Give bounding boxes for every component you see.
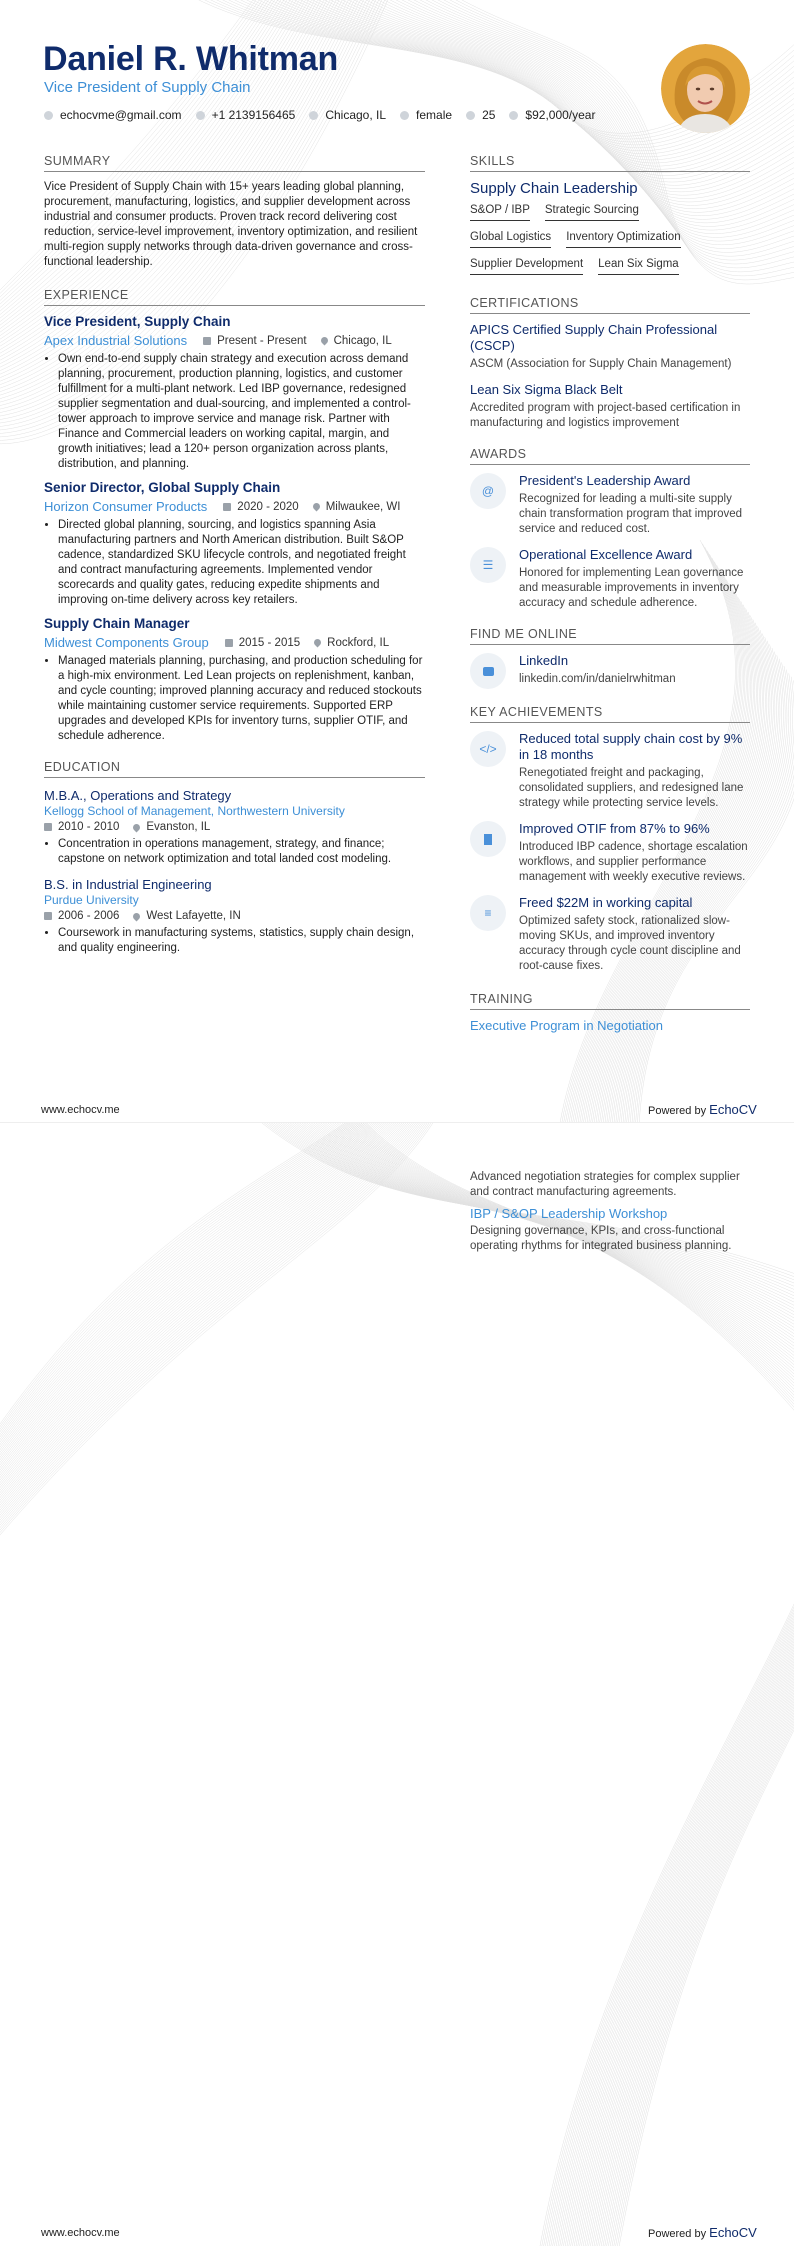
job-location: Chicago, IL xyxy=(333,334,392,347)
job-dates: Present - Present xyxy=(217,334,307,347)
linkedin-label: LinkedIn xyxy=(519,653,569,668)
achievement-title: Freed $22M in working capital xyxy=(519,895,693,910)
section-heading: CERTIFICATIONS xyxy=(470,296,750,314)
location-icon xyxy=(311,502,321,512)
list-item: • Own end-to-end supply chain strategy and execution across demand planning, procurement, production planning, logistics, and customer fulfillment for a multi-plant network. Led IBP governance, redesigned supplier segmentation and dual-sourcing, and implemented a control-tower approach to improve service and manage risk. Partner with Finance and Commercial leaders on working capital, margin, and growth initiatives; lead a 120+ person organization across plants, distribution, and planning. xyxy=(58,352,425,472)
resume-page-2 xyxy=(0,1123,794,2246)
person-icon xyxy=(400,111,409,120)
linkedin-url[interactable]: linkedin.com/in/danielrwhitman xyxy=(519,673,676,685)
linkedin-icon xyxy=(470,653,506,689)
section-heading: EDUCATION xyxy=(44,760,425,778)
edu-dates: 2010 - 2010 xyxy=(58,821,120,833)
achievement-text: Optimized safety stock, rationalized slow-moving SKUs, and improved inventory accuracy through cycle count discipline and root-cause fixes. xyxy=(519,915,741,972)
contact-salary: $92,000/year xyxy=(509,108,595,122)
contact-age: 25 xyxy=(466,108,495,122)
contact-email[interactable]: echocvme@gmail.com xyxy=(44,108,182,122)
location-icon xyxy=(132,911,142,921)
section-heading: FIND ME ONLINE xyxy=(470,627,750,645)
award-icon: @ xyxy=(470,473,506,509)
phone-icon xyxy=(196,111,205,120)
list-item: • Directed global planning, sourcing, and logistics spanning Asia manufacturing partners and North American distribution. Built S&OP cadence, standardized SKU lifecycle controls, and negotiated freight and contract manufacturing agreements. Implemented vendor scorecards and quality gates, reducing expedite shipments and improving on-time delivery across key retailers. xyxy=(58,518,425,608)
job-bullets xyxy=(44,352,425,472)
training-title: IBP / S&OP Leadership Workshop xyxy=(470,1206,668,1221)
section-heading: SKILLS xyxy=(470,154,750,172)
experience-section xyxy=(44,288,425,744)
edu-bullets xyxy=(44,837,425,867)
edu-location: West Lafayette, IN xyxy=(146,910,241,922)
cert-title: APICS Certified Supply Chain Professional (CSCP) xyxy=(470,322,718,353)
training-continued xyxy=(470,1167,750,1254)
job-meta xyxy=(44,635,425,650)
training-text: Advanced negotiation strategies for complex supplier and contract manufacturing agreements. xyxy=(470,1171,740,1198)
degree: M.B.A., Operations and Strategy xyxy=(44,788,232,803)
section-heading: EXPERIENCE xyxy=(44,288,425,306)
job-bullets xyxy=(44,518,425,608)
education-entry xyxy=(44,788,425,867)
brand-logo: EchoCV xyxy=(709,1102,757,1117)
contact-phone[interactable]: +1 2139156465 xyxy=(196,108,296,122)
job-dates: 2020 - 2020 xyxy=(237,500,299,513)
skill-headline: Supply Chain Leadership xyxy=(470,180,638,197)
job-bullets xyxy=(44,654,425,744)
company-name: Midwest Components Group xyxy=(44,635,209,650)
edu-bullets xyxy=(44,926,425,956)
job-title: Supply Chain Manager xyxy=(44,616,190,631)
location-icon xyxy=(132,822,142,832)
linkedin-item[interactable] xyxy=(470,653,750,689)
list-item: • Managed materials planning, purchasing, and production scheduling for a high-mix environment. Led Lean projects on replenishment, kanban, and cycle counting; improved planning accuracy and reduced stockouts while maintaining customer service requirements. Supported ERP upgrades and developed KPIs for inventory turns, supplier OTIF, and schedule adherence. xyxy=(58,654,425,744)
section-heading: AWARDS xyxy=(470,447,750,465)
school: Purdue University xyxy=(44,893,139,907)
cert-issuer: ASCM (Association for Supply Chain Management) xyxy=(470,358,732,370)
calendar-icon xyxy=(225,639,233,647)
section-heading: SUMMARY xyxy=(44,154,425,172)
job-entry xyxy=(44,480,425,608)
summary-section xyxy=(44,154,425,270)
section-heading: KEY ACHIEVEMENTS xyxy=(470,705,750,723)
achievement-text: Renegotiated freight and packaging, consolidated suppliers, and redesigned lane strategy while protecting service levels. xyxy=(519,767,744,809)
training-title: Executive Program in Negotiation xyxy=(470,1018,663,1033)
skill-tags xyxy=(470,201,750,282)
cert-description: Accredited program with project-based certification in manufacturing and logistics improvement xyxy=(470,402,741,429)
company-name: Apex Industrial Solutions xyxy=(44,333,188,348)
school: Kellogg School of Management, Northwestern University xyxy=(44,804,345,818)
contact-location: Chicago, IL xyxy=(309,108,386,122)
skill-tag: Lean Six Sigma xyxy=(598,255,679,275)
job-title: Vice President, Supply Chain xyxy=(44,314,231,329)
location-icon xyxy=(309,111,318,120)
footer-powered: Powered by EchoCV xyxy=(648,2225,757,2240)
award-text: Recognized for leading a multi-site supply chain transformation program that improved service and reduced cost. xyxy=(519,493,743,535)
award-title: President's Leadership Award xyxy=(519,473,691,488)
edu-dates: 2006 - 2006 xyxy=(58,910,120,922)
job-dates: 2015 - 2015 xyxy=(238,636,301,649)
calendar-icon xyxy=(203,337,211,345)
education-entry xyxy=(44,877,425,956)
skill-tag: Strategic Sourcing xyxy=(545,201,639,221)
award-item xyxy=(470,473,750,537)
award-item xyxy=(470,547,750,611)
achievement-item xyxy=(470,895,750,974)
achievements-section xyxy=(470,705,750,974)
degree: B.S. in Industrial Engineering xyxy=(44,877,212,892)
achievement-item xyxy=(470,731,750,811)
list-item: • Coursework in manufacturing systems, statistics, supply chain design, and quality engineering. xyxy=(58,926,425,956)
avatar xyxy=(661,44,750,133)
online-section xyxy=(470,627,750,689)
skills-section xyxy=(470,154,750,282)
skill-tag: Global Logistics xyxy=(470,228,551,248)
education-section xyxy=(44,760,425,956)
calendar-icon xyxy=(44,823,52,831)
job-location: Rockford, IL xyxy=(327,636,390,649)
email-icon xyxy=(44,111,53,120)
footer-site[interactable]: www.echocv.me xyxy=(41,1104,120,1116)
skill-tag: S&OP / IBP xyxy=(470,201,530,221)
footer-site[interactable]: www.echocv.me xyxy=(41,2227,120,2239)
code-icon: </> xyxy=(470,731,506,767)
document-icon xyxy=(470,821,506,857)
achievement-title: Improved OTIF from 87% to 96% xyxy=(519,821,710,836)
contact-gender: female xyxy=(400,108,452,122)
calendar-icon xyxy=(44,912,52,920)
award-text: Honored for implementing Lean governance and measurable improvements in inventory accuracy and schedule adherence. xyxy=(519,567,744,609)
contact-bar xyxy=(44,108,609,122)
list-icon: ☰ xyxy=(470,547,506,583)
skill-tag: Supplier Development xyxy=(470,255,583,275)
cert-title: Lean Six Sigma Black Belt xyxy=(470,382,623,397)
edu-location: Evanston, IL xyxy=(146,821,211,833)
calendar-icon xyxy=(223,503,231,511)
brand-logo: EchoCV xyxy=(709,2225,757,2240)
training-text: Designing governance, KPIs, and cross-functional operating rhythms for integrated business planning. xyxy=(470,1225,732,1252)
right-column xyxy=(470,154,750,1033)
awards-section xyxy=(470,447,750,611)
award-title: Operational Excellence Award xyxy=(519,547,693,562)
candidate-title: Vice President of Supply Chain xyxy=(44,79,251,96)
training-section xyxy=(470,992,750,1033)
section-heading: TRAINING xyxy=(470,992,750,1010)
job-meta xyxy=(44,499,425,514)
company-name: Horizon Consumer Products xyxy=(44,499,208,514)
job-location: Milwaukee, WI xyxy=(325,500,401,513)
chart-icon: ≡ xyxy=(470,895,506,931)
location-icon xyxy=(319,336,329,346)
left-column xyxy=(44,154,425,956)
certifications-section xyxy=(470,296,750,431)
location-icon xyxy=(313,638,323,648)
job-entry xyxy=(44,616,425,744)
achievement-title: Reduced total supply chain cost by 9% in 18 months xyxy=(519,731,743,762)
calendar-icon xyxy=(466,111,475,120)
job-meta xyxy=(44,333,425,348)
list-item: • Concentration in operations management, strategy, and finance; capstone on network optimization and total landed cost modeling. xyxy=(58,837,425,867)
achievement-item xyxy=(470,821,750,885)
job-title: Senior Director, Global Supply Chain xyxy=(44,480,281,495)
candidate-name: Daniel R. Whitman xyxy=(43,40,339,78)
resume-page-1 xyxy=(0,0,794,1122)
job-entry xyxy=(44,314,425,472)
salary-icon xyxy=(509,111,518,120)
achievement-text: Introduced IBP cadence, shortage escalation workflows, and supplier performance management with weekly executive reviews. xyxy=(519,841,748,883)
summary-text: Vice President of Supply Chain with 15+ years leading global planning, procurement, manufacturing, logistics, and supplier development across industrial and consumer products. Proven track record delivering cost reduction, service-level improvement, inventory optimization, and resilient multi-region supply networks through data-driven governance and cross-functional leadership. xyxy=(44,181,418,268)
footer-powered: Powered by EchoCV xyxy=(648,1102,757,1117)
skill-tag: Inventory Optimization xyxy=(566,228,680,248)
